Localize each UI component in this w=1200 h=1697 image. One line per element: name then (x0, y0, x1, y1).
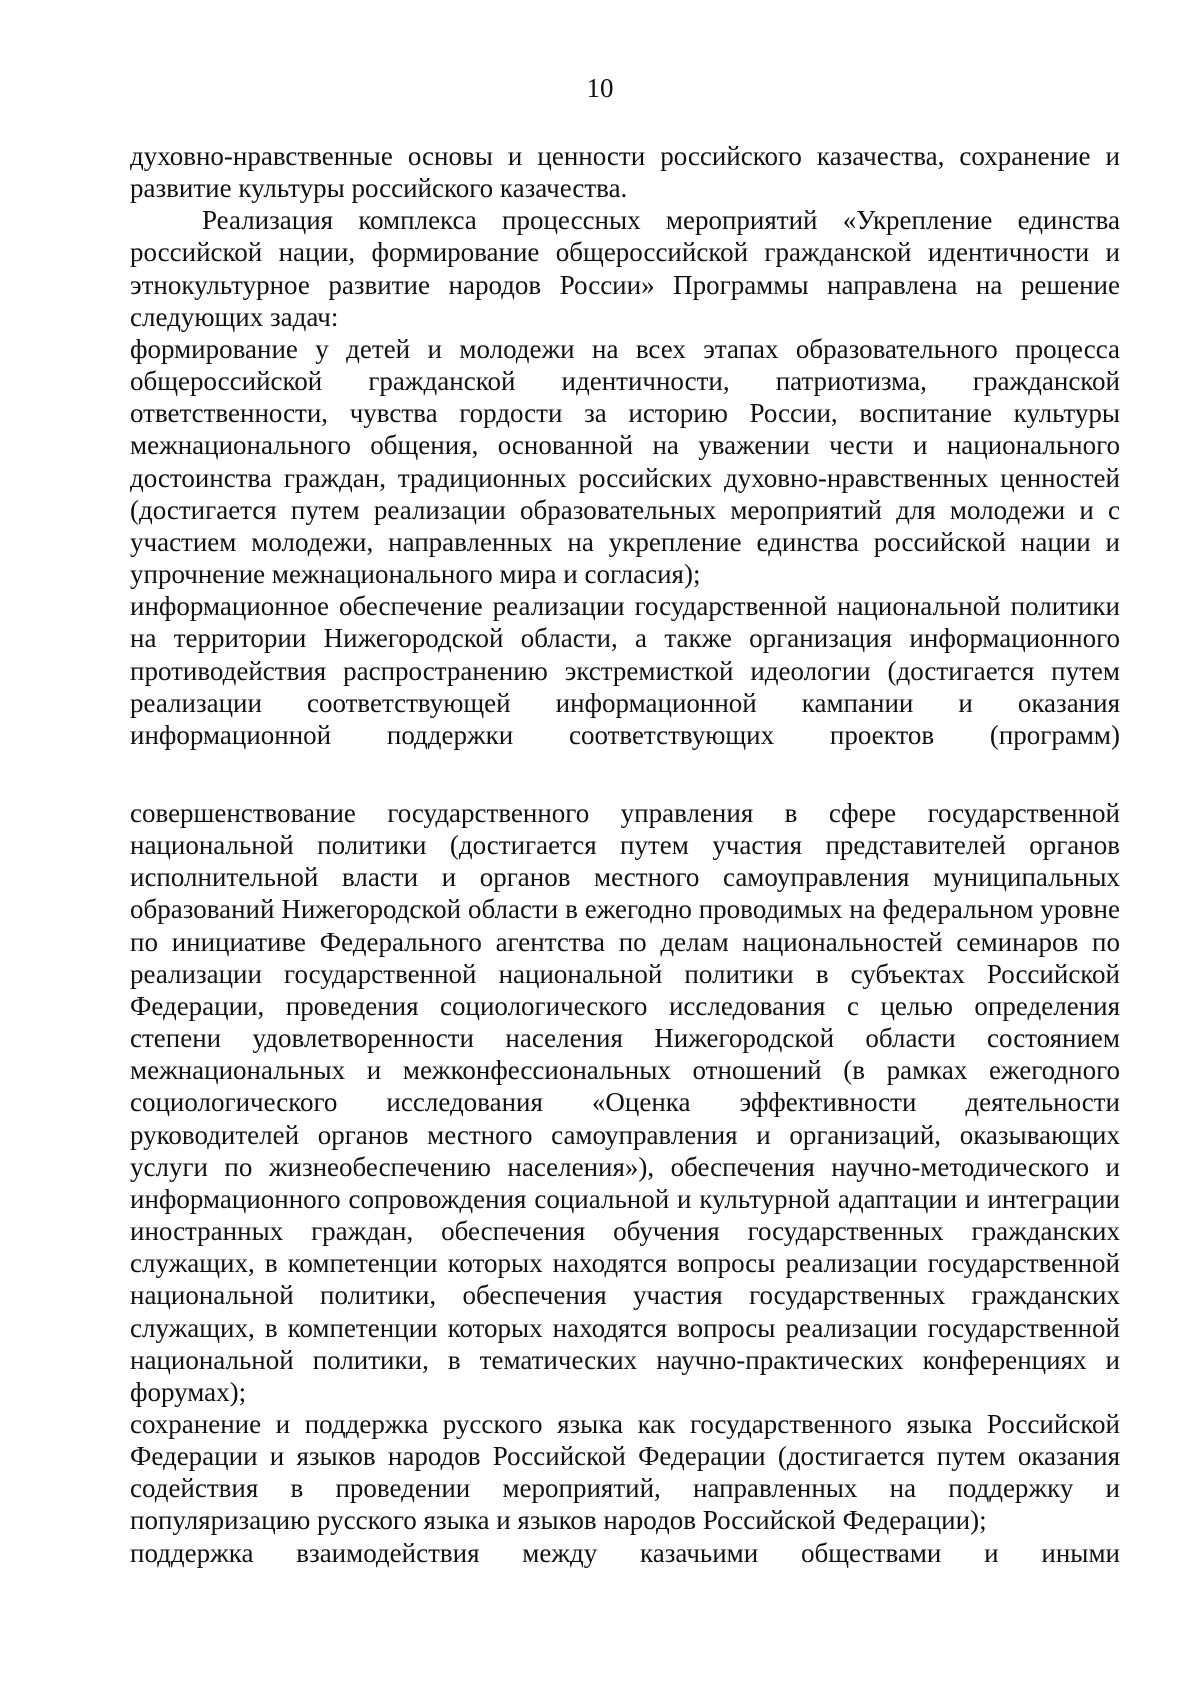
text-block-bottom (130, 797, 1120, 1569)
text-block-top (130, 140, 1120, 751)
paragraph: поддержка взаимодействия между казачьими обществами и иными (130, 1537, 1120, 1568)
page-number: 10 (586, 73, 614, 103)
paragraph: сохранение и поддержка русского языка как государственного языка Российской Федерации и языков народов Российской Федерации (достигается путем оказания содействия в проведении мероприятий, направленных на поддержку и популяризацию русского языка и языков народов Российской Федерации); (130, 1408, 1120, 1536)
paragraph: совершенствование государственного управления в сфере государственной национальной политики (достигается путем участия представителей органов исполнительной власти и органов местного самоуправления муниципальных образований Нижегородской области в ежегодно проводимых на федеральном уровне по инициативе Федерального агентства по делам национальностей семинаров по реализации государственной национальной политики в субъектах Российской Федерации, проведения социологического исследования с целью определения степени удовлетворенности населения Нижегородской области состоянием межнациональных и межконфессиональных отношений (в рамках ежегодного социологического исследования «Оценка эффективности деятельности руководителей органов местного самоуправления и организаций, оказывающих услуги по жизнеобеспечению населения»), обеспечения научно-методического и информационного сопровождения социальной и культурной адаптации и интеграции иностранных граждан, обеспечения обучения государственных гражданских служащих, в компетенции которых находятся вопросы реализации государственной национальной политики, обеспечения участия государственных гражданских служащих, в компетенции которых находятся вопросы реализации государственной национальной политики, в тематических научно-практических конференциях и форумах); (130, 798, 1120, 1407)
paragraph: Реализация комплекса процессных мероприятий «Укрепление единства российской нации, формирование общероссийской гражданской идентичности и этнокультурное развитие народов России» Программы направлена на решение следующих задач: (130, 205, 1120, 332)
paragraph: духовно-нравственные основы и ценности российского казачества, сохранение и развитие культуры российского казачества. (130, 141, 1120, 204)
paragraph: информационное обеспечение реализации государственной национальной политики на территории Нижегородской области, а также организация информационного противодействия распространению экстремисткой идеологии (достигается путем реализации соответствующей информационной кампании и оказания информационной поддержки соответствующих проектов (программ) (130, 591, 1120, 750)
paragraph: формирование у детей и молодежи на всех этапах образовательного процесса общероссийской гражданской идентичности, патриотизма, гражданской ответственности, чувства гордости за историю России, воспитание культуры межнационального общения, основанной на уважении чести и национального достоинства граждан, традиционных российских духовно-нравственных ценностей (достигается путем реализации образовательных мероприятий для молодежи и с участием молодежи, направленных на укрепление единства российской нации и упрочнение межнационального мира и согласия); (130, 333, 1120, 590)
